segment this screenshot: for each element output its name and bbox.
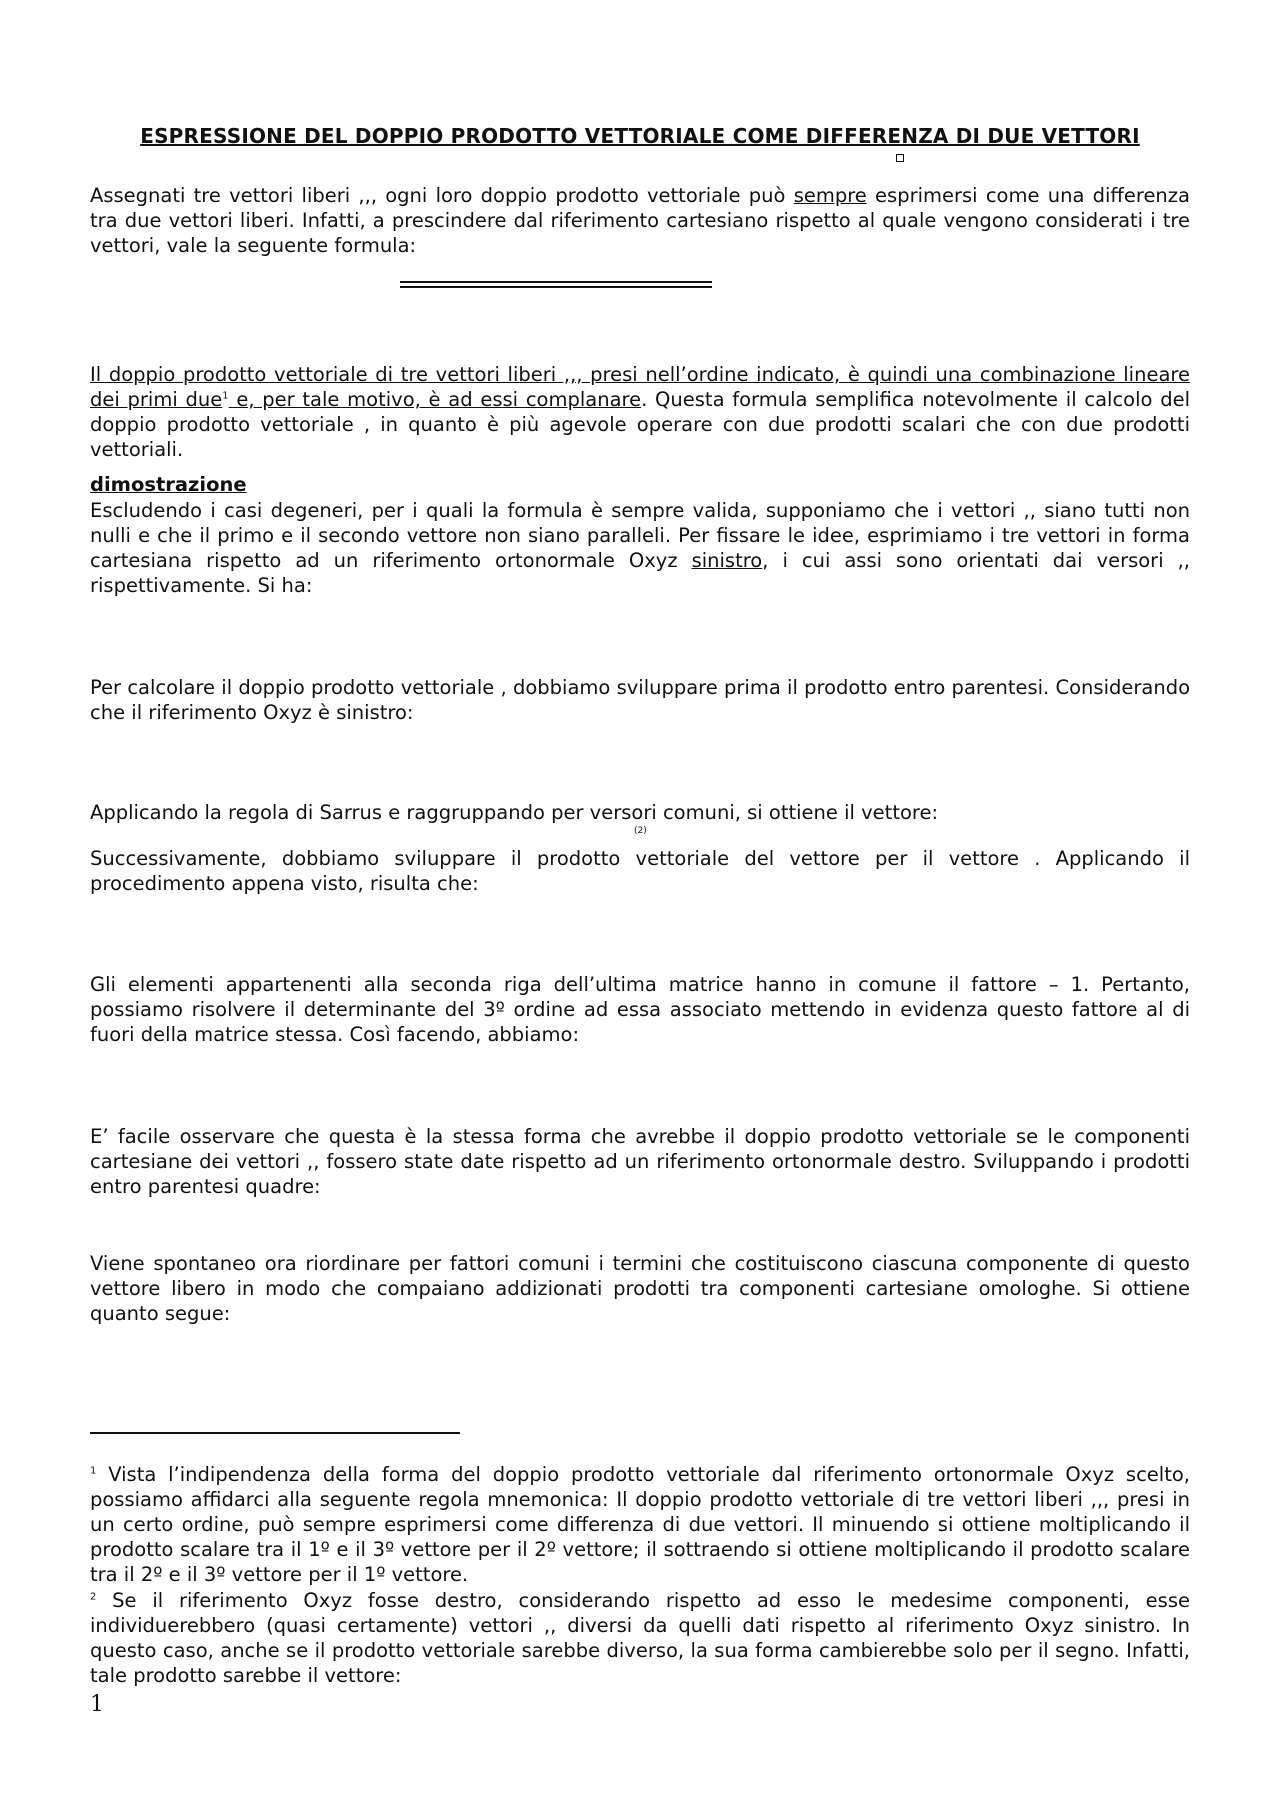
footnote-ref-1[interactable]: 1 bbox=[222, 390, 229, 402]
proof-text-b: , i cui assi sono orientati dai versori ,, rispettivamente. Si ha: bbox=[90, 549, 1191, 597]
combination-underlined-b: e, per tale motivo, è ad essi complanare bbox=[228, 388, 642, 411]
reorder-paragraph: Viene spontaneo ora riordinare per fattori comuni i termini che costituiscono ciascuna componente di questo vettore libero in modo che compaiano addizionati prodotti tra componenti cartesiane omologhe. Si ottiene quanto segue: bbox=[90, 1252, 1190, 1325]
combination-text: . Questa formula semplifica notevolmente il calcolo del doppio prodotto vettoriale , in quanto è più agevole operare con due prodotti scalari che con due prodotti vettoriali. bbox=[90, 388, 1190, 461]
anchor-marker bbox=[896, 154, 904, 162]
section-heading: dimostrazione bbox=[90, 473, 247, 496]
proof-paragraph bbox=[90, 498, 1190, 598]
equation-label: (2) bbox=[634, 826, 647, 836]
footnote-2-text: Se il riferimento Oxyz fosse destro, considerando rispetto ad esso le medesime componenti, esse individuerebbero (quasi certamente) vettori ,, diversi da quelli dati rispetto al riferimento Oxyz sinistro. In questo caso, anche se il prodotto vettoriale sarebbe diverso, la sua forma cambierebbe solo per il segno. Infatti, tale prodotto sarebbe il vettore: bbox=[90, 1589, 1190, 1687]
combination-paragraph bbox=[90, 362, 1190, 462]
proof-underlined-word: sinistro bbox=[691, 549, 763, 572]
proof-text-a: Escludendo i casi degeneri, per i quali la formula è sempre valida, supponiamo che i vettori ,, siano tutti non nulli e che il primo e il secondo vettore non siano paralleli. Per fissare le idee, esprimiamo i tre vettori in forma cartesiana rispetto ad un riferimento ortonormale Oxyz bbox=[90, 499, 1190, 572]
next-step-paragraph: Successivamente, dobbiamo sviluppare il prodotto vettoriale del vettore per il vettore . Applicando il procedimento appena visto, risulta che: bbox=[90, 847, 1190, 895]
page-number: 1 bbox=[90, 1692, 104, 1717]
footnote-1 bbox=[90, 1462, 1190, 1587]
factor-paragraph: Gli elementi appartenenti alla seconda riga dell’ultima matrice hanno in comune il fattore – 1. Pertanto, possiamo risolvere il determinante del 3º ordine ad essa associato mettendo in evidenza questo fattore al di fuori della matrice stessa. Così facendo, abbiamo: bbox=[90, 973, 1190, 1046]
combination-underlined-a: Il doppio prodotto vettoriale di tre vettori liberi ,,, presi nell’ordine indicato, è quindi una combinazione lineare dei primi due bbox=[90, 363, 1190, 411]
footnote-separator bbox=[90, 1432, 460, 1434]
intro-paragraph bbox=[90, 183, 1190, 258]
footnote-1-text: Vista l’indipendenza della forma del doppio prodotto vettoriale dal riferimento ortonormale Oxyz scelto, possiamo affidarci alla seguente regola mnemonica: Il doppio prodotto vettoriale di tre vettori liberi ,,, presi in un certo ordine, può sempre esprimersi come differenza di due vettori. Il minuendo si ottiene moltiplicando il prodotto scalare tra il 1º e il 3º vettore per il 2º vettore; il sottraendo si ottiene moltiplicando il prodotto scalare tra il 2º e il 3º vettore per il 1º vettore. bbox=[90, 1463, 1190, 1586]
intro-text-b: esprimersi come una differenza tra due vettori liberi. Infatti, a prescindere dal riferimento cartesiano rispetto al quale vengono considerati i tre vettori, vale la seguente formula: bbox=[90, 184, 1190, 257]
intro-text-a: Assegnati tre vettori liberi ,,, ogni loro doppio prodotto vettoriale può bbox=[90, 184, 794, 207]
footnote-mark-2: 2 bbox=[90, 1591, 97, 1603]
formula-placeholder bbox=[400, 281, 712, 288]
document-title: ESPRESSIONE DEL DOPPIO PRODOTTO VETTORIALE COME DIFFERENZA DI DUE VETTORI bbox=[140, 124, 1140, 148]
footnote-2 bbox=[90, 1588, 1190, 1688]
footnote-mark-1: 1 bbox=[90, 1465, 97, 1477]
sarrus-paragraph: Applicando la regola di Sarrus e raggruppando per versori comuni, si ottiene il vettore: bbox=[90, 801, 939, 824]
calc-paragraph: Per calcolare il doppio prodotto vettoriale , dobbiamo sviluppare prima il prodotto entro parentesi. Considerando che il riferimento Oxyz è sinistro: bbox=[90, 676, 1190, 724]
intro-underlined-word: sempre bbox=[793, 184, 867, 207]
observation-paragraph: E’ facile osservare che questa è la stessa forma che avrebbe il doppio prodotto vettoriale se le componenti cartesiane dei vettori ,, fossero state date rispetto ad un riferimento ortonormale destro. Sviluppando i prodotti entro parentesi quadre: bbox=[90, 1125, 1190, 1198]
